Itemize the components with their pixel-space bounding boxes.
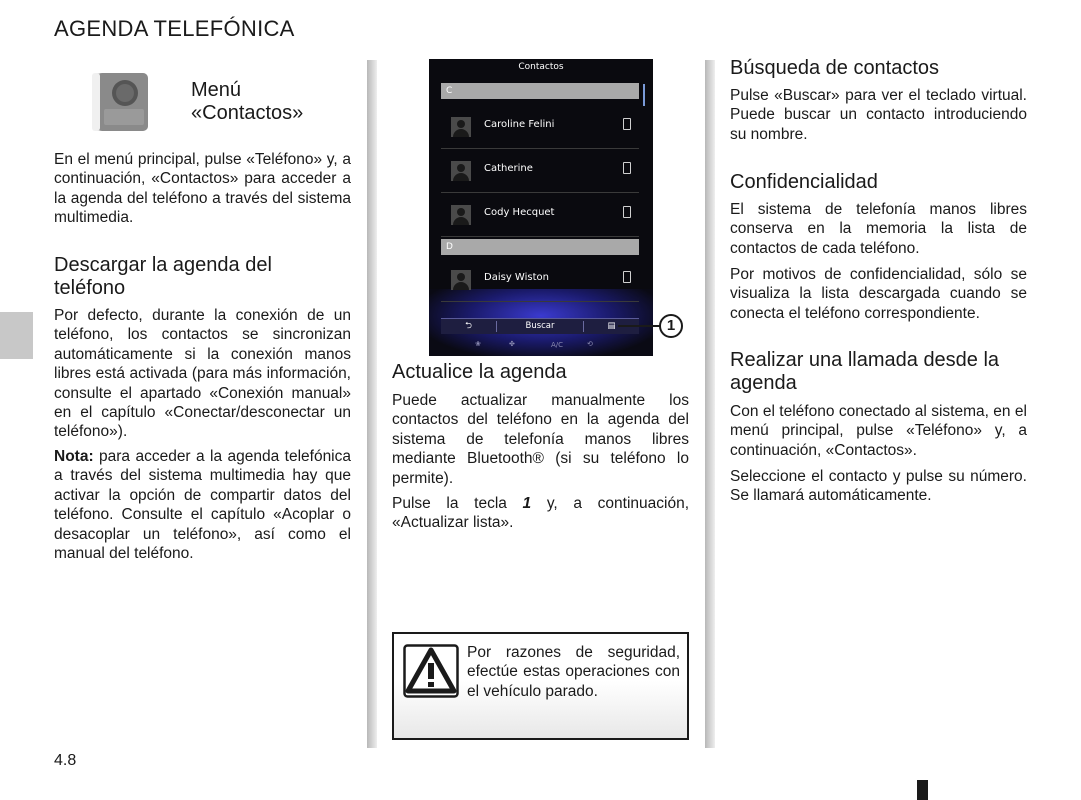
update-step-key: 1: [522, 495, 532, 512]
multimedia-screen-image: [429, 59, 653, 356]
chapter-tab: [0, 312, 33, 359]
warning-triangle-icon: [403, 644, 459, 698]
callout-leader-line: [618, 325, 660, 327]
contact-name: Cody Hecquet: [484, 207, 555, 218]
warning-text: Por razones de seguridad, efectúe estas operaciones con el vehículo parado.: [467, 644, 680, 700]
climate-bar: [469, 340, 619, 352]
privacy-paragraph-1: El sistema de telefonía manos libres conserva en la memoria la lista de contactos de cada teléfono.: [730, 201, 1027, 257]
update-paragraph: Puede actualizar manualmente los contactos del teléfono en la agenda del sistema de telefonía manos libres mediante Bluetooth® (si su teléfono lo permite).: [392, 392, 689, 487]
privacy-paragraph-2: Por motivos de confidencialidad, sólo se visualiza la lista descargada cuando se conecta el teléfono correspondiente.: [730, 266, 1027, 322]
update-heading: Actualice la agenda: [392, 361, 567, 383]
section-header-c: C: [441, 83, 639, 99]
update-step-before: Pulse la tecla: [392, 495, 523, 512]
download-heading: [54, 254, 351, 300]
call-paragraph-1: Con el teléfono conectado al sistema, en el menú principal, pulse «Teléfono» y, a continuación, «Contactos».: [730, 403, 1027, 459]
privacy-heading: Confidencialidad: [730, 171, 878, 193]
page-title: AGENDA TELEFÓNICA: [54, 16, 295, 41]
seat-heat-icon[interactable]: ❀: [475, 340, 481, 348]
search-button[interactable]: Buscar: [525, 321, 555, 331]
contact-avatar-icon: [451, 161, 471, 181]
contact-avatar-icon: [451, 205, 471, 225]
contact-row[interactable]: [441, 193, 639, 237]
contact-row[interactable]: [441, 258, 639, 302]
search-heading: Búsqueda de contactos: [730, 57, 940, 79]
update-step-paragraph: [392, 494, 689, 533]
contact-avatar-icon: [451, 117, 471, 137]
page-corner-mark: [917, 780, 928, 800]
section-header-d: D: [441, 239, 639, 255]
column-divider-right: [705, 60, 715, 748]
call-heading: Realizar una llamada desde la agenda: [730, 349, 1000, 394]
menu-heading-line1: Menú: [191, 79, 242, 101]
menu-heading-line2: «Contactos»: [191, 102, 304, 124]
download-heading-line2: teléfono: [54, 277, 126, 299]
note-text: para acceder a la agenda telefónica a través del sistema multimedia hay que activar la opción de compartir datos del teléfono. Consulte el capítulo «Acoplar o desacoplar un teléfono», así como el manual del teléfono.: [54, 448, 351, 563]
contact-avatar-icon: [451, 270, 471, 290]
recirculation-icon[interactable]: ⟲: [587, 340, 593, 348]
contact-name: Daisy Wiston: [484, 272, 549, 283]
column-divider-left: [367, 60, 377, 748]
note-paragraph: [54, 447, 351, 563]
update-step-after: y, a continuación, «Actualizar lista».: [392, 495, 689, 532]
screen-action-bar: [441, 318, 639, 334]
mobile-phone-icon: [623, 206, 631, 218]
screen-scrollbar[interactable]: [643, 84, 645, 106]
phone-contacts-icon: [88, 71, 150, 133]
ac-button[interactable]: A/C: [551, 341, 564, 349]
mobile-phone-icon: [623, 162, 631, 174]
contact-name: Caroline Felini: [484, 119, 555, 130]
menu-contacts-heading: [191, 79, 351, 125]
safety-warning-box: [392, 632, 689, 740]
page-number: 4.8: [54, 752, 77, 769]
download-heading-line1: Descargar la agenda del: [54, 254, 272, 276]
contact-row[interactable]: [441, 149, 639, 193]
intro-paragraph: En el menú principal, pulse «Teléfono» y, a continuación, «Contactos» para acceder a la agenda del teléfono a través del sistema multimedia.: [54, 151, 351, 227]
search-paragraph: Pulse «Buscar» para ver el teclado virtual. Puede buscar un contacto introduciendo su nombre.: [730, 87, 1027, 143]
contact-name: Catherine: [484, 163, 533, 174]
update-list-icon[interactable]: ▤: [607, 321, 616, 331]
call-paragraph-2: Seleccione el contacto y pulse su número. Se llamará automáticamente.: [730, 468, 1027, 505]
callout-marker: 1: [659, 314, 683, 338]
back-icon[interactable]: ⮌: [465, 321, 472, 331]
contact-row[interactable]: [441, 105, 639, 149]
mobile-phone-icon: [623, 271, 631, 283]
download-paragraph: Por defecto, durante la conexión de un teléfono, los contactos se sincronizan automáticamente si la conexión manos libres está activada (para más información, consulte el apartado «Conexión manual» en el capítulo «Conectar/desconectar un teléfono»).: [54, 307, 351, 441]
screen-title: Contactos: [518, 62, 564, 72]
fan-icon[interactable]: ✤: [509, 340, 515, 348]
mobile-phone-icon: [623, 118, 631, 130]
note-label: Nota:: [54, 448, 94, 465]
